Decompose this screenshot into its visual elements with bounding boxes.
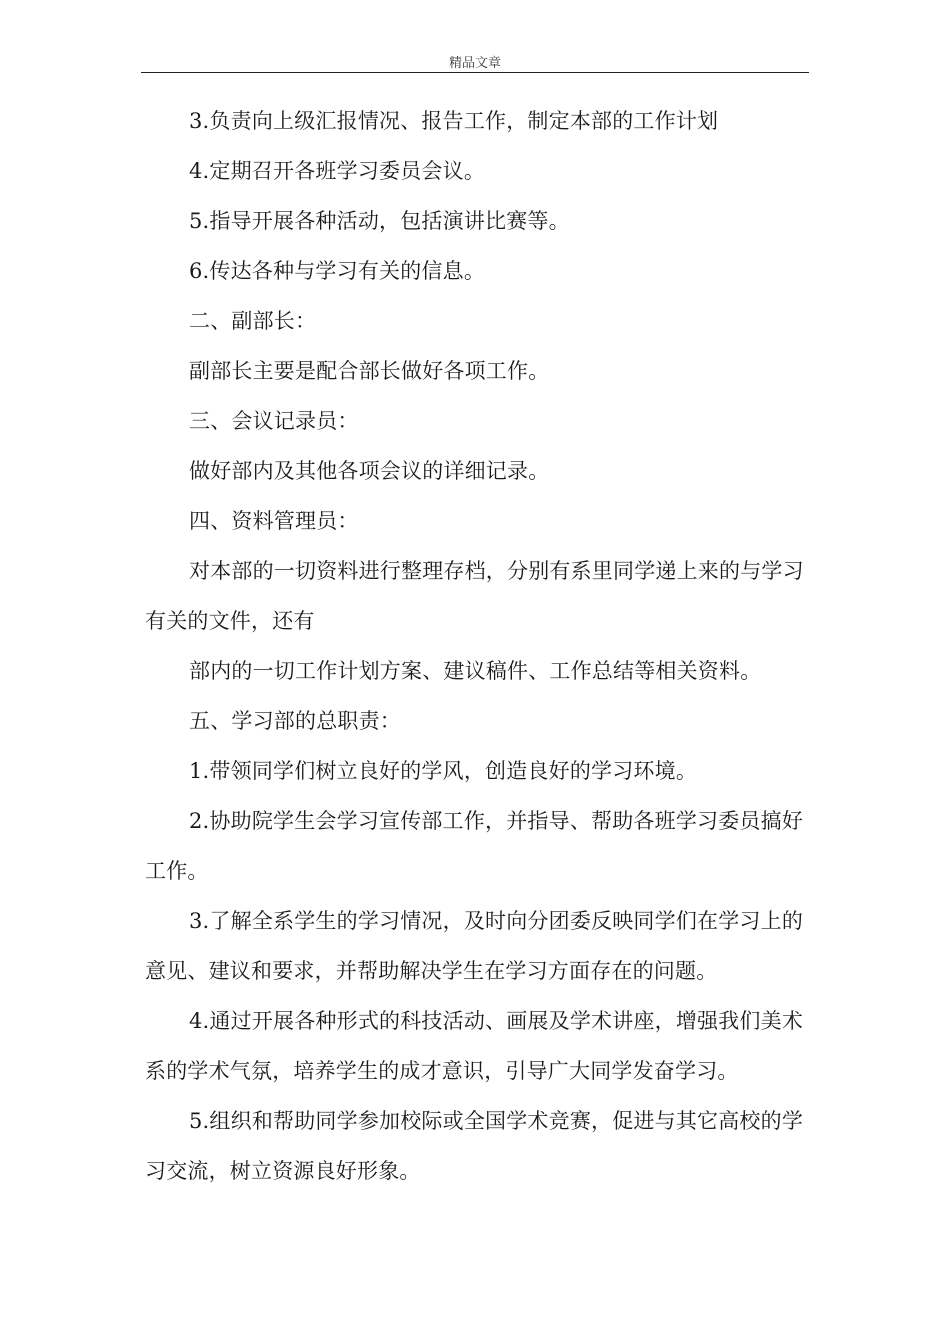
paragraph-recorder: 做好部内及其他各项会议的详细记录。 <box>189 459 550 483</box>
heading-vice-minister: 二、副部长： <box>189 309 317 333</box>
page-header-title: 精品文章 <box>448 56 501 71</box>
paragraph-general-4: 4.通过开展各种形式的科技活动、画展及学术讲座，增强我们美术系的学术气氛，培养学生的成才意识，引导广大同学发奋学习。 <box>145 1009 804 1083</box>
paragraph-vice-minister: 副部长主要是配合部长做好各项工作。 <box>189 359 550 383</box>
heading-archivist: 四、资料管理员： <box>189 509 359 533</box>
paragraph-archivist: 对本部的一切资料进行整理存档，分别有系里同学递上来的与学习有关的文件，还有 <box>145 559 804 633</box>
paragraph-general-2: 2.协助院学生会学习宣传部工作，并指导、帮助各班学习委员搞好工作。 <box>145 809 804 883</box>
header-divider <box>141 72 809 73</box>
paragraph-duty-5: 5.指导开展各种活动，包括演讲比赛等。 <box>189 209 570 233</box>
heading-general-duties: 五、学习部的总职责： <box>189 709 401 733</box>
heading-recorder: 三、会议记录员： <box>189 409 359 433</box>
paragraph-general-5: 5.组织和帮助同学参加校际或全国学术竞赛，促进与其它高校的学习交流，树立资源良好形象。 <box>145 1109 804 1183</box>
paragraph-duty-6: 6.传达各种与学习有关的信息。 <box>189 259 486 283</box>
paragraph-general-1: 1.带领同学们树立良好的学风，创造良好的学习环境。 <box>189 759 698 783</box>
paragraph-archivist-cont: 部内的一切工作计划方案、建议稿件、工作总结等相关资料。 <box>189 659 762 683</box>
document-body <box>145 96 813 1196</box>
paragraph-general-3: 3.了解全系学生的学习情况，及时向分团委反映同学们在学习上的意见、建议和要求，并帮助解决学生在学习方面存在的问题。 <box>145 909 804 983</box>
paragraph-duty-3: 3.负责向上级汇报情况、报告工作，制定本部的工作计划 <box>189 109 719 133</box>
paragraph-duty-4: 4.定期召开各班学习委员会议。 <box>189 159 486 183</box>
